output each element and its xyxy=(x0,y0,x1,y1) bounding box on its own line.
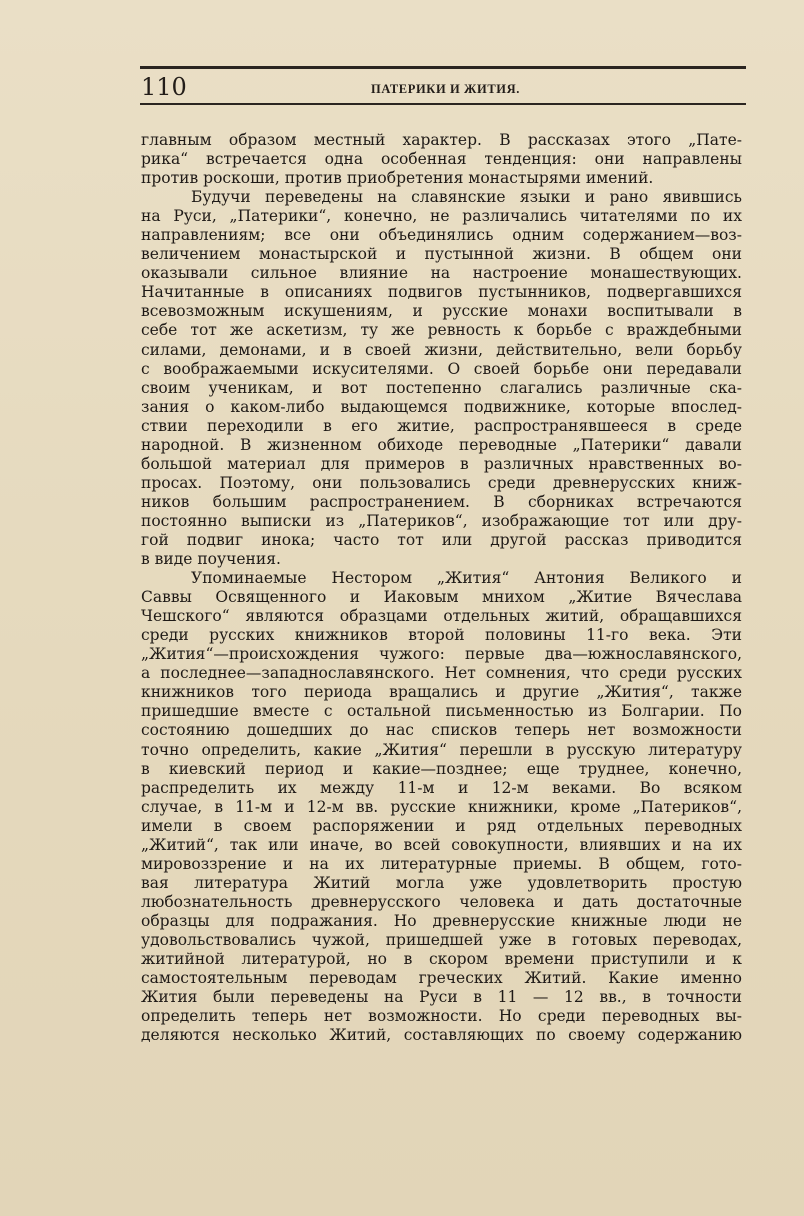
text-line: своим ученикам, и вот постепенно слагались различные ска- xyxy=(141,378,742,397)
text-line: мировоззрение и на их литературные приемы. В общем, гото- xyxy=(141,854,742,873)
text-line: силами, демонами, и в своей жизни, действительно, вели борьбу xyxy=(141,340,742,359)
text-line-wrap xyxy=(141,702,742,721)
text-line-wrap xyxy=(141,569,742,588)
text-line: имели в своем распоряжении и ряд отдельных переводных xyxy=(141,816,742,835)
text-line: Будучи переведены на славянские языки и рано явившись xyxy=(191,188,742,207)
text-line: с воображаемыми искусителями. О своей борьбе они передавали xyxy=(141,359,742,378)
text-line-wrap xyxy=(141,969,742,988)
text-line: Саввы Освященного и Иаковым мнихом „Житие Вячеслава xyxy=(141,588,742,607)
header-rule-bottom xyxy=(140,103,746,105)
text-line-wrap xyxy=(141,493,742,512)
text-line-wrap xyxy=(141,645,742,664)
text-line-wrap xyxy=(141,264,742,283)
text-line: величением монастырской и пустынной жизни. В общем они xyxy=(141,245,742,264)
text-line: удовольствовались чужой, пришедшей уже в готовых переводах, xyxy=(141,930,742,949)
text-line-wrap xyxy=(141,188,742,207)
text-line-wrap xyxy=(141,950,742,969)
text-line-wrap xyxy=(141,893,742,912)
text-line: Жития были переведены на Руси в 11 — 12 вв., в точности xyxy=(141,988,742,1007)
text-line-wrap xyxy=(141,379,742,398)
text-line: распределить их между 11-м и 12-м веками. Во всяком xyxy=(141,778,742,797)
text-line: деляются несколько Житий, составляющих по своему содержанию xyxy=(141,1026,742,1045)
text-line: рика“ встречается одна особенная тенденция: они направлены xyxy=(141,150,742,169)
text-line: Чешского“ являются образцами отдельных житий, обращавшихся xyxy=(141,607,742,626)
text-line: образцы для подражания. Но древнерусские книжные люди не xyxy=(141,911,742,930)
text-line-wrap xyxy=(141,398,742,417)
text-line-wrap xyxy=(141,360,742,379)
text-line-wrap xyxy=(141,341,742,360)
text-line-wrap xyxy=(141,912,742,931)
text-line-wrap xyxy=(141,741,742,760)
text-line-wrap xyxy=(141,1026,742,1045)
text-line: точно определить, какие „Жития“ перешли в русскую литературу xyxy=(141,740,742,759)
text-line-wrap xyxy=(141,436,742,455)
text-line: народной. В жизненном обиходе переводные „Патерики“ давали xyxy=(141,435,742,454)
text-line: зания о каком-либо выдающемся подвижнике, которые впослед- xyxy=(141,397,742,416)
text-line-wrap xyxy=(141,683,742,702)
text-line: Упоминаемые Нестором „Жития“ Антония Великого и xyxy=(191,569,742,588)
text-line-wrap xyxy=(141,607,742,626)
header-rule-top xyxy=(140,66,746,69)
text-line: на Руси, „Патерики“, конечно, не различались читателями по их xyxy=(141,207,742,226)
text-line: состоянию дошедших до нас списков теперь нет возможности xyxy=(141,721,742,740)
text-line-wrap xyxy=(141,245,742,264)
text-line-wrap xyxy=(141,512,742,531)
text-line-wrap xyxy=(141,760,742,779)
text-line-wrap xyxy=(141,169,742,188)
text-line-wrap xyxy=(141,988,742,1007)
text-line: ствии переходили в его житие, распространявшееся в среде xyxy=(141,416,742,435)
text-line-wrap xyxy=(141,283,742,302)
text-line-wrap xyxy=(141,817,742,836)
text-line: направлениям; все они объединялись одним содержанием—воз- xyxy=(141,226,742,245)
text-line: постоянно выписки из „Патериков“, изображающие тот или дру- xyxy=(141,511,742,530)
text-line-wrap xyxy=(141,550,742,569)
text-line: в виде поучения. xyxy=(141,550,281,569)
text-line: определить теперь нет возможности. Но среди переводных вы- xyxy=(141,1007,742,1026)
text-line: „Житий“, так или иначе, во всей совокупности, влиявших и на их xyxy=(141,835,742,854)
text-line: против роскоши, против приобретения монастырями имений. xyxy=(141,169,654,188)
text-line-wrap xyxy=(141,455,742,474)
text-line-wrap xyxy=(141,302,742,321)
text-line: а последнее—западнославянского. Нет сомнения, что среди русских xyxy=(141,664,742,683)
text-line: себе тот же аскетизм, ту же ревность к борьбе с враждебными xyxy=(141,321,742,340)
text-line-wrap xyxy=(141,779,742,798)
text-line-wrap xyxy=(141,626,742,645)
text-line: самостоятельным переводам греческих Житий. Какие именно xyxy=(141,969,742,988)
text-line: среди русских книжников второй половины 11-го века. Эти xyxy=(141,626,742,645)
text-line: оказывали сильное влияние на настроение монашествующих. xyxy=(141,264,742,283)
text-line-wrap xyxy=(141,855,742,874)
text-line-wrap xyxy=(141,874,742,893)
text-line: всевозможным искушениям, и русские монахи воспитывали в xyxy=(141,302,742,321)
text-line: ников большим распространением. В сборниках встречаются xyxy=(141,492,742,511)
text-line-wrap xyxy=(141,836,742,855)
text-line-wrap xyxy=(141,798,742,817)
text-line-wrap xyxy=(141,474,742,493)
text-line-wrap xyxy=(141,721,742,740)
text-line: любознательность древнерусского человека и дать достаточные xyxy=(141,892,742,911)
text-line-wrap xyxy=(141,531,742,550)
text-line: житийной литературой, но в скором времени приступили и к xyxy=(141,950,742,969)
text-line: Начитанные в описаниях подвигов пустынников, подвергавшихся xyxy=(141,283,742,302)
text-line: главным образом местный характер. В рассказах этого „Пате- xyxy=(141,131,742,149)
text-line-wrap xyxy=(141,321,742,340)
page-number: 110 xyxy=(141,73,187,101)
text-line: „Жития“—происхождения чужого: первые два—южнославянского, xyxy=(141,645,742,664)
text-line: в киевский период и какие—позднее; еще труднее, конечно, xyxy=(141,759,742,778)
text-line: просах. Поэтому, они пользовались среди древнерусских книж- xyxy=(141,473,742,492)
text-line-wrap xyxy=(141,131,742,150)
text-line-wrap xyxy=(141,931,742,950)
text-line: большой материал для примеров в различных нравственных во- xyxy=(141,454,742,473)
text-line-wrap xyxy=(141,226,742,245)
running-title: ПАТЕРИКИ И ЖИТИЯ. xyxy=(371,82,520,96)
text-line-wrap xyxy=(141,1007,742,1026)
text-line: пришедшие вместе с остальной письменностью из Болгарии. По xyxy=(141,702,742,721)
text-line: вая литература Житий могла уже удовлетворить простую xyxy=(141,873,742,892)
text-line-wrap xyxy=(141,588,742,607)
text-line-wrap xyxy=(141,664,742,683)
text-line-wrap xyxy=(141,207,742,226)
text-line: книжников того периода вращались и другие „Жития“, также xyxy=(141,683,742,702)
body-text xyxy=(141,131,742,1045)
text-line-wrap xyxy=(141,417,742,436)
text-line: случае, в 11-м и 12-м вв. русские книжники, кроме „Патериков“, xyxy=(141,797,742,816)
text-line: гой подвиг инока; часто тот или другой рассказ приводится xyxy=(141,530,742,549)
text-line-wrap xyxy=(141,150,742,169)
